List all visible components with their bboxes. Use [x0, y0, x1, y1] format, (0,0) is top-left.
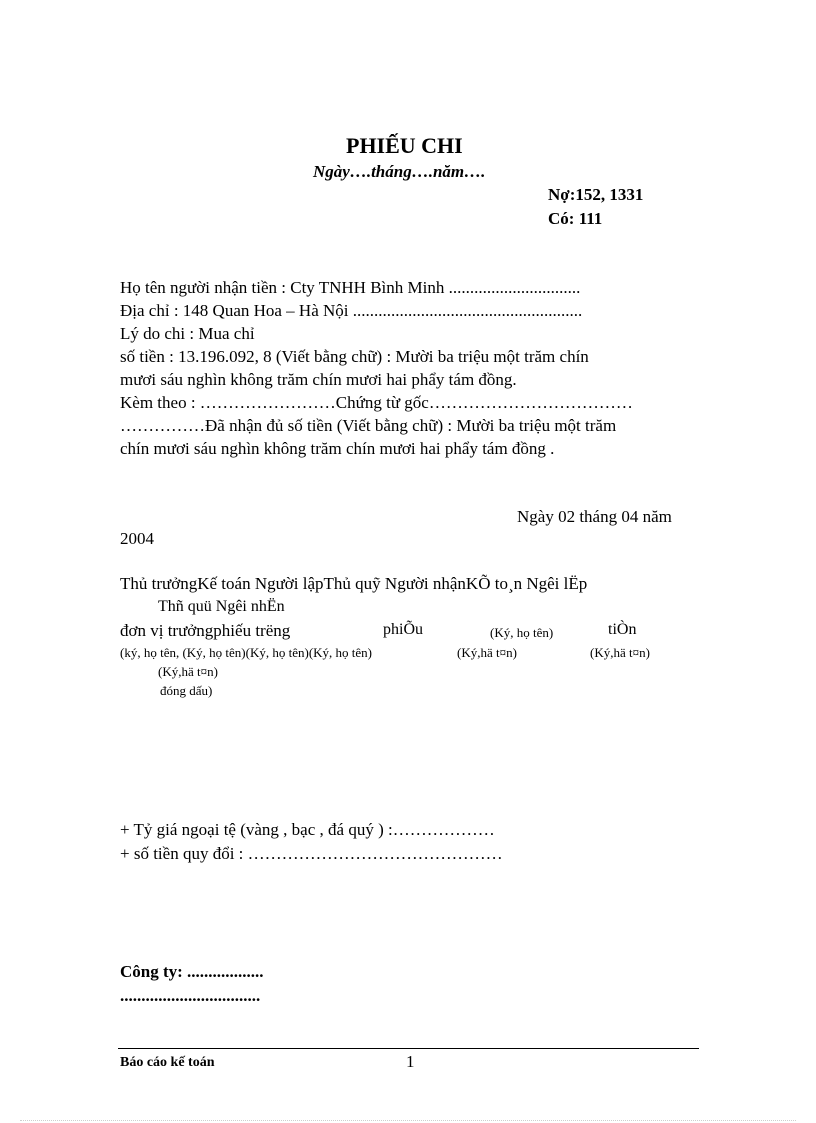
received-line: ……………Đã nhận đủ số tiền (Viết bằng chữ) : Mười ba triệu một trăm — [120, 416, 617, 435]
signing-date: Ngày 02 tháng 04 năm — [517, 507, 672, 526]
footer-left: Báo cáo kế toán — [120, 1055, 215, 1070]
page-edge-divider — [20, 1120, 796, 1121]
page-number: 1 — [406, 1052, 415, 1071]
signature-note-4: (Ký,hä t¤n) — [158, 664, 218, 679]
amount-line: số tiền : 13.196.092, 8 (Viết bằng chữ) : Mười ba triệu một trăm chín — [120, 347, 589, 366]
signature-title-fragment-2: tiÒn — [608, 621, 637, 638]
signature-title-fragment: phiÕu — [383, 621, 423, 638]
signature-note-3: (Ký,hä t¤n) — [590, 645, 650, 660]
signature-titles-row-2: Thñ quü Ngêi nhËn — [158, 598, 285, 615]
amount-words-line: mươi sáu nghìn không trăm chín mươi hai phẩy tám đồng. — [120, 370, 517, 389]
signature-titles-row: Thủ trưởngKế toán Người lậpThủ quỹ Người nhậnKÕ to¸n Ngêi lËp — [120, 574, 588, 593]
received-words-line: chín mươi sáu nghìn không trăm chín mươi hai phẩy tám đồng . — [120, 439, 555, 458]
signature-note: (Ký, họ tên) — [490, 625, 554, 640]
date-line: Ngày….tháng….năm…. — [313, 162, 486, 181]
recipient-line: Họ tên người nhận tiền : Cty TNHH Bình Minh ............................... — [120, 278, 581, 297]
signing-year: 2004 — [120, 529, 154, 548]
exchange-rate-line: + Tỷ giá ngoại tệ (vàng , bạc , đá quý ) :……………… — [120, 820, 495, 839]
company-dots: ................................. — [120, 986, 261, 1005]
signature-note-2: (Ký,hä t¤n) — [457, 645, 517, 660]
signature-note-5: đóng dấu) — [160, 683, 213, 698]
reason-line: Lý do chi : Mua chỉ — [120, 324, 255, 343]
debit-accounts: Nợ:152, 1331 — [548, 185, 644, 204]
company-label: Công ty: .................. — [120, 962, 264, 981]
document-title: PHIẾU CHI — [346, 133, 463, 158]
address-line: Địa chỉ : 148 Quan Hoa – Hà Nội ...................................................... — [120, 301, 583, 320]
signature-notes-row: (ký, họ tên, (Ký, họ tên)(Ký, họ tên)(Ký, họ tên) — [120, 645, 372, 660]
converted-amount-line: + số tiền quy đổi : ……………………………………… — [120, 844, 503, 863]
credit-accounts: Có: 111 — [548, 209, 603, 228]
signature-titles-row-3: đơn vị trưởngphiếu trëng — [120, 621, 291, 640]
attachments-line: Kèm theo : ……………………Chứng từ gốc……………………………… — [120, 393, 633, 412]
footer-rule — [118, 1048, 699, 1049]
